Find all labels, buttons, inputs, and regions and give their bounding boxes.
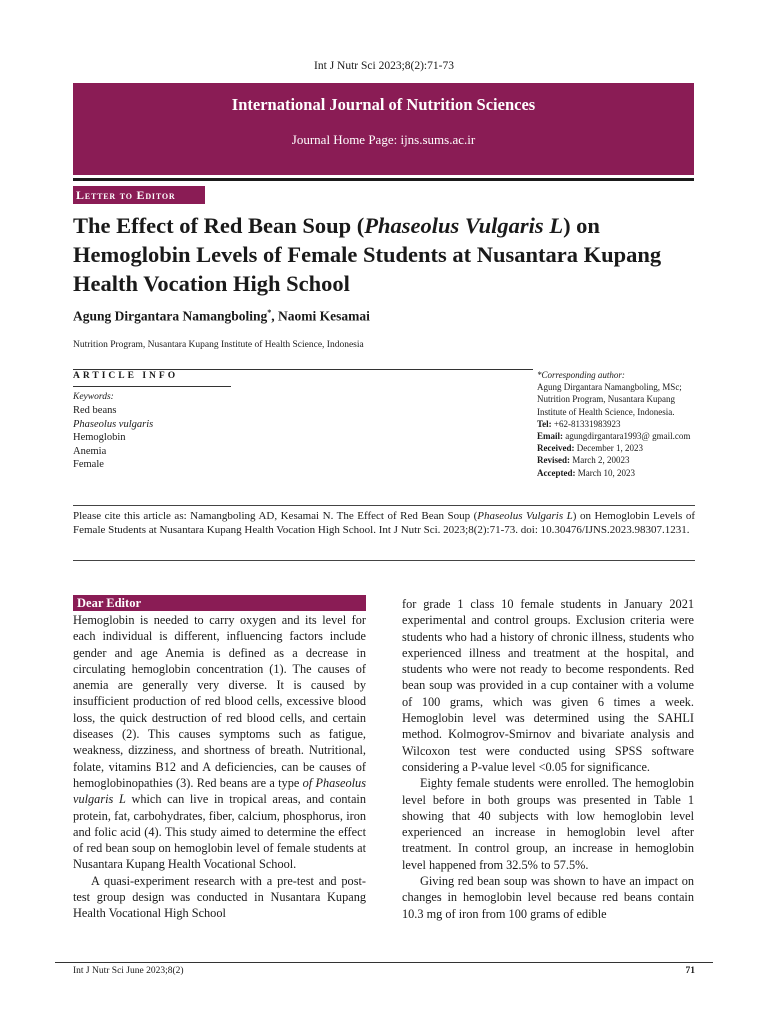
affiliation: Nutrition Program, Nusantara Kupang Institute of Health Science, Indonesia xyxy=(73,340,364,350)
cite-rule xyxy=(73,560,695,561)
revised-date: Revised: March 2, 20023 xyxy=(537,455,630,466)
body-paragraph: for grade 1 class 10 female students in January 2021 experimental and control groups. Exclusion criteria were students who had a history of chronic illness, students who experienced illness and treatment at the hospital, and students who were not ready to become respondents. Red bean soup was provided in a cup container with a volume of 100 grams, which was given 6 times a week. Hemoglobin level was determined using the SAHLI method. Kolmogrov-Smirnov and bivariate analysis and Wilcoxon test were conducted using SPSS software considering a P-value level <0.05 for significance. xyxy=(402,597,694,774)
journal-homepage-link[interactable]: Journal Home Page: ijns.sums.ac.ir xyxy=(291,132,476,147)
header-rule xyxy=(73,178,694,181)
footer-rule xyxy=(55,962,713,963)
journal-title: International Journal of Nutrition Sciences xyxy=(231,95,536,114)
keyword: Hemoglobin xyxy=(73,432,126,443)
received-date: Received: December 1, 2023 xyxy=(537,443,643,454)
keywords-label: Keywords: xyxy=(73,392,114,402)
author-2[interactable]: , Naomi Kesamai xyxy=(271,308,370,324)
keyword: Red beans xyxy=(73,405,117,416)
body-paragraph: Eighty female students were enrolled. The hemoglobin level before in both groups was presented in Table 1 showing that 40 subjects with low hemoglobin level experienced an increase in hemoglobin level after treatment. In control group, an increase in hemoglobin level happened from 32.5% to 57.5%. xyxy=(402,776,694,872)
corresponding-address: Nutrition Program, Nusantara Kupang Institute of Health Science, Indonesia. xyxy=(537,394,675,417)
article-type-label: Letter to Editor xyxy=(73,186,205,204)
keyword: Female xyxy=(73,459,104,470)
page-number: 71 xyxy=(685,966,695,976)
corresponding-mark: * xyxy=(267,308,272,317)
title-part-1: The Effect of Red Bean Soup ( xyxy=(73,213,365,238)
body-paragraph: A quasi-experiment research with a pre-test and post-test group design was conducted in Nusantara Kupang Health Vocational High School xyxy=(73,873,366,921)
author-1[interactable]: Agung Dirgantara Namangboling xyxy=(73,308,268,324)
body-paragraph: Giving red bean soup was shown to have an impact on changes in hemoglobin level because red beans contain 10.3 mg of iron from 100 grams of edible xyxy=(402,874,694,921)
corresponding-label: *Corresponding author: xyxy=(537,370,625,380)
corresponding-name: Agung Dirgantara Namangboling, MSc; xyxy=(537,382,682,393)
cite-rule xyxy=(73,505,695,506)
keywords-list xyxy=(73,404,153,472)
body-column-right xyxy=(402,596,694,922)
section-heading: Dear Editor xyxy=(73,595,366,611)
body-column-left xyxy=(73,612,366,922)
keyword: Phaseolus vulgaris xyxy=(73,418,154,430)
accepted-date: Accepted: March 10, 2023 xyxy=(537,467,635,478)
title-species: Phaseolus Vulgaris L xyxy=(364,213,564,238)
article-title xyxy=(73,211,695,298)
body-paragraph: Hemoglobin is needed to carry oxygen and its level for each individual is different, influencing factors include gender and age Anemia is defined as a decrease in circulating hemoglobin concentration (1). The causes of anemia are generally very diverse. It is caused by insufficient production of red blood cells, excessive blood loss, the quick destruction of red blood cells, and certain diseases (2). This causes symptoms such as fatigue, weakness, dizziness, and shortness of breath. Nutritional, folate, vitamins B12 and A deficiencies, can be causes of hemoglobinopathies (3). Red beans are a type of Phaseolus vulgaris L which can live in tropical areas, and contain protein, fat, carbohydrates, fiber, calcium, phosphorus, iron and folic acid (4). This study aimed to determine the effect of red bean soup on hemoglobin level of female students at Nusantara Kupang Health Vocational School. xyxy=(73,613,366,872)
info-rule xyxy=(73,369,533,370)
footer-citation: Int J Nutr Sci June 2023;8(2) xyxy=(73,966,184,976)
corresponding-author-box xyxy=(537,369,697,479)
journal-banner xyxy=(73,83,694,175)
cite-this-article: Please cite this article as: Namangboling AD, Kesamai N. The Effect of Red Bean Soup (Phaseolus Vulgaris L) on Hemoglobin Levels of Female Students at Nusantara Kupang Health Vocation High School. Int J Nutr Sci. 2023;8(2):71-73. doi: 10.30476/IJNS.2023.98307.1231. xyxy=(73,510,695,536)
author-list xyxy=(73,308,370,325)
article-info-heading: ARTICLE INFO xyxy=(73,371,179,381)
corresponding-email[interactable]: Email: agungdirgantara1993@ gmail.com xyxy=(537,431,691,442)
journal-citation-header: Int J Nutr Sci 2023;8(2):71-73 xyxy=(314,60,454,72)
keyword: Anemia xyxy=(73,445,107,457)
info-rule xyxy=(73,386,231,387)
title-part-2: ) on Hemoglobin Levels of Female Students at Nusantara Kupang Health Vocation High School xyxy=(73,213,662,296)
corresponding-tel: Tel: +62-81331983923 xyxy=(537,418,621,429)
